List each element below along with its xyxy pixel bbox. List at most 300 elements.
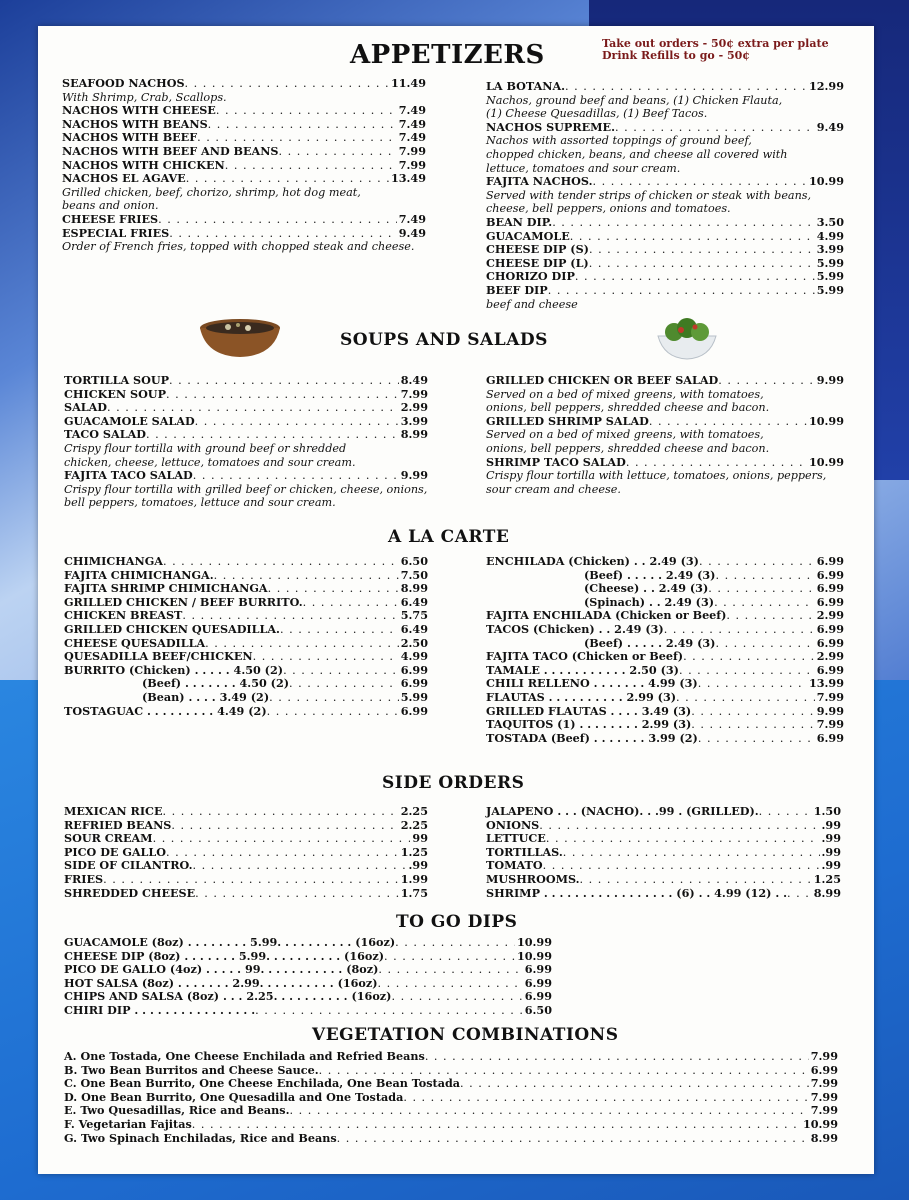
menu-item-row	[486, 805, 841, 819]
dot-leader	[384, 950, 515, 964]
takeout-note	[602, 38, 829, 62]
menu-item-row	[64, 936, 552, 950]
menu-item-price: 7.99	[810, 1076, 838, 1091]
menu-item-row	[486, 650, 844, 664]
menu-item-row	[64, 388, 428, 402]
menu-item-price: 7.99	[398, 143, 426, 158]
menu-item-description: With Shrimp, Crab, Scallops.	[62, 90, 227, 104]
menu-item-price: 9.49	[816, 119, 844, 134]
menu-item-price: 8.99	[400, 427, 428, 442]
menu-item-name: TAMALE . . . . . . . . . . . 2.50 (3)	[486, 662, 679, 677]
menu-item-price: 7.99	[810, 1103, 838, 1118]
appetizers-left	[62, 77, 426, 254]
menu-item-price: 6.49	[400, 621, 428, 636]
menu-item-row	[64, 415, 428, 429]
menu-item-name: CHICKEN SOUP	[64, 386, 166, 401]
dot-leader	[395, 936, 515, 950]
menu-item-price: 2.99	[400, 400, 428, 415]
takeout-note-line-1: Take out orders - 50¢ extra per plate	[602, 37, 829, 50]
dot-leader	[543, 859, 820, 873]
to-go-dips-title: TO GO DIPS	[396, 912, 518, 932]
menu-item-name: HOT SALSA (8oz) . . . . . . . 2.99. . . . . . . . . . (16oz)	[64, 975, 378, 990]
menu-item-row	[64, 832, 428, 846]
menu-item-name: GRILLED CHICKEN OR BEEF SALAD	[486, 373, 719, 387]
menu-item-row	[62, 159, 426, 173]
dot-leader	[153, 832, 411, 846]
menu-item-row	[62, 213, 426, 227]
dot-leader	[267, 705, 399, 719]
menu-item-description: Served on a bed of mixed greens, with tomatoes,	[486, 428, 764, 442]
menu-item-name: BEEF DIP	[486, 282, 548, 297]
dot-leader	[163, 805, 399, 819]
dot-leader	[563, 846, 820, 860]
menu-item-price: 8.99	[813, 885, 841, 900]
menu-item-name: CHIRI DIP . . . . . . . . . . . . . . . .	[64, 1002, 256, 1017]
dot-leader	[683, 650, 815, 664]
dot-leader	[208, 118, 397, 132]
menu-item-name: GRILLED CHICKEN QUESADILLA.	[64, 621, 280, 636]
menu-item-row	[486, 705, 844, 719]
menu-item-price: .99	[821, 844, 841, 859]
menu-item-description: Served with tender strips of chicken or steak with beans,	[486, 188, 812, 202]
menu-item-price: 6.99	[816, 662, 844, 677]
dot-leader	[460, 1077, 809, 1091]
dot-leader	[225, 159, 397, 173]
menu-item-row	[486, 582, 844, 596]
menu-item-price: 5.75	[400, 608, 428, 623]
side-orders-title: SIDE ORDERS	[382, 773, 525, 793]
menu-item-price: 8.99	[810, 1130, 838, 1145]
menu-item-row	[64, 1050, 838, 1064]
menu-item-name: (Cheese) . . 2.49 (3)	[584, 581, 709, 596]
menu-item-row	[486, 732, 844, 746]
dot-leader	[195, 415, 399, 429]
dot-leader	[182, 609, 398, 623]
dot-leader	[403, 1091, 808, 1105]
menu-item-row	[64, 705, 428, 719]
menu-item-name: FLAUTAS . . . . . . . . . . 2.99 (3)	[486, 689, 677, 704]
menu-item-name: GUACAMOLE SALAD	[64, 413, 195, 428]
menu-item-price: 1.99	[400, 871, 428, 886]
menu-item-description: chicken, cheese, lettuce, tomatoes and sour cream.	[64, 455, 356, 469]
menu-item-description: onions, bell peppers, shredded cheese and bacon.	[486, 401, 770, 415]
menu-item-name: SHREDDED CHEESE	[64, 885, 196, 900]
menu-item-row	[486, 569, 844, 583]
dot-leader	[691, 705, 815, 719]
appetizers-title: APPETIZERS	[350, 40, 545, 70]
menu-item-description: Crispy flour tortilla with grilled beef or chicken, cheese, onions,	[64, 482, 428, 496]
menu-item-row	[64, 374, 428, 388]
menu-item-name: (Beef) . . . . . 2.49 (3)	[584, 567, 716, 582]
menu-item-row	[64, 664, 428, 678]
menu-item-row	[64, 1064, 838, 1078]
menu-item-row	[62, 172, 426, 186]
dot-leader	[195, 887, 399, 901]
dot-leader	[570, 230, 815, 244]
menu-item-name: E. Two Quesadillas, Rice and Beans.	[64, 1103, 290, 1118]
menu-item-price: .99	[821, 817, 841, 832]
menu-item-description: Served on a bed of mixed greens, with tomatoes,	[486, 387, 764, 401]
menu-item-price: 7.49	[398, 116, 426, 131]
menu-item-name: FAJITA TACO SALAD	[64, 468, 193, 483]
menu-item-price: 9.49	[398, 225, 426, 240]
menu-item-row	[64, 846, 428, 860]
menu-item-name: NACHOS WITH BEEF	[62, 130, 198, 145]
menu-item-row	[486, 609, 844, 623]
menu-item-price: .99	[408, 858, 428, 873]
menu-item-description: Nachos, ground beef and beans, (1) Chicken Flauta,	[486, 93, 783, 107]
menu-item-name: ENCHILADA (Chicken) . . 2.49 (3)	[486, 554, 699, 568]
soups-salads-title: SOUPS AND SALADS	[340, 330, 548, 350]
menu-item-price: 10.99	[516, 948, 552, 963]
menu-item-row	[486, 691, 844, 705]
menu-item-price: 5.99	[816, 282, 844, 297]
dot-leader	[546, 832, 820, 846]
menu-item-name: FAJITA TACO (Chicken or Beef)	[486, 649, 684, 664]
menu-item-description: (1) Cheese Quesadillas, (1) Beef Tacos.	[486, 107, 708, 121]
dot-leader	[280, 623, 399, 637]
dot-leader	[193, 859, 407, 873]
dot-leader	[378, 963, 522, 977]
soups-left	[64, 374, 428, 510]
takeout-note-line-2: Drink Refills to go - 50¢	[602, 49, 750, 62]
menu-item-name: BEAN DIP.	[486, 214, 553, 229]
menu-item-name: (Beef) . . . . . 2.49 (3)	[584, 635, 716, 650]
dot-leader	[283, 664, 399, 678]
menu-item-description: beef and cheese	[486, 297, 578, 311]
dot-leader	[269, 691, 399, 705]
menu-item-name: PICO DE GALLO (4oz) . . . . . 99. . . . . . . . . . . (8oz)	[64, 962, 379, 977]
menu-item-description: Crispy flour tortilla with lettuce, tomatoes, onions, peppers,	[486, 469, 827, 483]
menu-item-name: CHILI RELLENO . . . . . . . 4.99 (3)	[486, 676, 698, 691]
menu-item-name: PICO DE GALLO	[64, 844, 167, 859]
menu-item-description: Grilled chicken, beef, chorizo, shrimp, hot dog meat,	[62, 185, 361, 199]
menu-item-row	[64, 990, 552, 1004]
menu-item-row	[64, 819, 428, 833]
menu-item-name: GUACAMOLE (8oz) . . . . . . . . 5.99. . . . . . . . . . (16oz)	[64, 935, 396, 949]
menu-item-price: 2.99	[816, 649, 844, 664]
menu-item-price: 10.99	[808, 454, 844, 469]
dot-leader	[539, 819, 819, 833]
menu-item-price: 6.99	[524, 989, 552, 1004]
menu-item-row	[486, 284, 844, 298]
menu-item-row	[64, 691, 428, 705]
carte-right	[486, 555, 844, 745]
menu-item-name: D. One Bean Burrito, One Quesadilla and One Tostada	[64, 1089, 404, 1104]
menu-item-description: Crispy flour tortilla with ground beef or shredded	[64, 441, 347, 455]
menu-item-price: 7.99	[398, 157, 426, 172]
menu-item-row	[64, 1004, 552, 1018]
menu-item-name: CHIMICHANGA	[64, 554, 163, 568]
menu-item-name: FAJITA ENCHILADA (Chicken or Beef)	[486, 608, 727, 623]
menu-item-price: 6.99	[816, 567, 844, 582]
menu-item-name: TOSTADA (Beef) . . . . . . . 3.99 (2)	[486, 730, 698, 745]
menu-item-row	[62, 77, 426, 91]
menu-item-row	[486, 677, 844, 691]
dot-leader	[169, 374, 399, 388]
menu-item-name: REFRIED BEANS	[64, 817, 172, 832]
dot-leader	[289, 1104, 808, 1118]
menu-item-price: 11.49	[390, 76, 426, 90]
menu-item-row	[486, 456, 844, 470]
menu-item-price: 6.99	[816, 621, 844, 636]
menu-item-name: CHIPS AND SALSA (8oz) . . . 2.25. . . . . . . . . . (16oz)	[64, 989, 392, 1004]
menu-item-price: 6.99	[816, 594, 844, 609]
dot-leader	[192, 1118, 801, 1132]
dot-leader	[679, 664, 815, 678]
menu-item-name: C. One Bean Burrito, One Cheese Enchilada, One Bean Tostada	[64, 1076, 461, 1091]
menu-item-price: 8.49	[400, 373, 428, 387]
appetizers-right	[486, 80, 844, 311]
dot-leader	[718, 374, 815, 388]
menu-item-price: 1.25	[813, 871, 841, 886]
menu-item-price: 7.99	[400, 386, 428, 401]
menu-item-row	[486, 718, 844, 732]
menu-item-name: CHEESE DIP (8oz) . . . . . . . 5.99. . . . . . . . . . (16oz)	[64, 948, 384, 963]
menu-item-name: BURRITO (Chicken) . . . . . 4.50 (2)	[64, 662, 284, 677]
menu-item-row	[64, 555, 428, 569]
menu-item-name: TACO SALAD	[64, 427, 146, 442]
menu-item-price: 6.99	[816, 635, 844, 650]
menu-item-name: TORTILLAS.	[486, 844, 563, 859]
menu-item-price: 13.49	[390, 171, 426, 186]
menu-item-name: MEXICAN RICE	[64, 804, 163, 818]
menu-item-name: CHEESE DIP (L)	[486, 255, 589, 270]
menu-item-name: FRIES	[64, 871, 104, 886]
menu-item-price: 2.25	[400, 817, 428, 832]
menu-item-price: 6.99	[816, 730, 844, 745]
dot-leader	[592, 175, 806, 189]
menu-item-row	[64, 609, 428, 623]
menu-item-row	[486, 555, 844, 569]
dot-leader	[193, 469, 399, 483]
dot-leader	[552, 216, 815, 230]
dot-leader	[649, 415, 807, 429]
dot-leader	[107, 401, 399, 415]
menu-item-price: 9.99	[816, 373, 844, 387]
menu-item-name: ONIONS	[486, 817, 540, 832]
menu-item-name: NACHOS WITH CHICKEN	[62, 157, 225, 172]
menu-item-name: GRILLED FLAUTAS . . . . 3.49 (3)	[486, 703, 692, 718]
dot-leader	[715, 637, 814, 651]
dot-leader	[171, 819, 398, 833]
menu-item-row	[64, 428, 428, 442]
dot-leader	[698, 677, 807, 691]
menu-item-name: G. Two Spinach Enchiladas, Rice and Beans	[64, 1130, 337, 1145]
dot-leader	[580, 873, 812, 887]
salad-bowl-image	[654, 318, 720, 360]
menu-item-row	[486, 832, 841, 846]
dot-leader	[787, 887, 812, 901]
menu-item-price: 7.99	[816, 717, 844, 732]
dot-leader	[103, 873, 399, 887]
a-la-carte-title: A LA CARTE	[388, 527, 510, 547]
dot-leader	[166, 846, 399, 860]
menu-item-price: 7.49	[398, 211, 426, 226]
menu-item-row	[486, 175, 844, 189]
menu-item-price: 8.99	[400, 581, 428, 596]
menu-item-row	[486, 637, 844, 651]
dot-leader	[216, 104, 397, 118]
dot-leader	[548, 284, 815, 298]
dot-leader	[676, 691, 815, 705]
dot-leader	[759, 805, 812, 819]
menu-item-row	[62, 131, 426, 145]
menu-item-row	[64, 977, 552, 991]
dot-leader	[279, 145, 397, 159]
menu-item-row	[64, 873, 428, 887]
menu-item-price: 10.99	[516, 935, 552, 949]
dot-leader	[699, 555, 815, 569]
menu-item-price: .99	[821, 831, 841, 846]
menu-item-name: QUESADILLA BEEF/CHICKEN	[64, 649, 253, 664]
menu-item-price: 6.99	[816, 581, 844, 596]
menu-item-row	[64, 469, 428, 483]
dot-leader	[714, 596, 815, 610]
menu-item-price: 1.75	[400, 885, 428, 900]
menu-item-price: 6.99	[524, 975, 552, 990]
dot-leader	[589, 243, 815, 257]
menu-item-row	[486, 415, 844, 429]
menu-item-row	[62, 145, 426, 159]
dot-leader	[214, 569, 399, 583]
menu-item-price: 6.49	[400, 594, 428, 609]
dot-leader	[691, 718, 814, 732]
menu-item-price: 7.49	[398, 103, 426, 118]
menu-item-row	[64, 887, 428, 901]
side-right	[486, 805, 841, 900]
menu-item-price: 13.99	[808, 676, 844, 691]
menu-item-price: 3.99	[816, 242, 844, 257]
menu-item-price: 6.99	[400, 662, 428, 677]
menu-item-price: 6.99	[524, 962, 552, 977]
menu-item-row	[486, 873, 841, 887]
menu-item-row	[486, 121, 844, 135]
menu-item-name: A. One Tostada, One Cheese Enchilada and Refried Beans	[64, 1049, 425, 1063]
menu-item-row	[486, 80, 844, 94]
menu-item-price: 3.99	[400, 413, 428, 428]
dot-leader	[715, 569, 814, 583]
dot-leader	[146, 428, 399, 442]
menu-item-description: beans and onion.	[62, 199, 159, 213]
menu-item-name: (Beef) . . . . . . . 4.50 (2)	[142, 676, 290, 691]
menu-item-name: (Bean) . . . . 3.49 (2)	[142, 689, 270, 704]
dot-leader	[253, 650, 399, 664]
menu-item-row	[64, 963, 552, 977]
menu-item-price: 6.99	[810, 1062, 838, 1077]
menu-item-price: 4.99	[816, 228, 844, 243]
dot-leader	[589, 257, 815, 271]
menu-item-row	[64, 805, 428, 819]
menu-item-name: ESPECIAL FRIES	[62, 225, 170, 240]
menu-item-price: 7.99	[810, 1049, 838, 1063]
menu-item-name: GRILLED SHRIMP SALAD	[486, 413, 649, 428]
menu-item-price: 4.99	[400, 649, 428, 664]
dot-leader	[185, 77, 389, 91]
vegetation-list	[64, 1050, 838, 1145]
menu-item-name: GRILLED CHICKEN / BEEF BURRITO.	[64, 594, 303, 609]
dot-leader	[166, 388, 399, 402]
menu-item-price: .99	[821, 858, 841, 873]
menu-item-name: B. Two Bean Burritos and Cheese Sauce.	[64, 1062, 319, 1077]
menu-item-row	[64, 1104, 838, 1118]
menu-item-name: LETTUCE	[486, 831, 546, 846]
menu-item-price: 6.50	[400, 554, 428, 568]
dot-leader	[268, 582, 399, 596]
menu-item-row	[64, 637, 428, 651]
menu-item-price: 5.99	[400, 689, 428, 704]
dot-leader	[378, 977, 523, 991]
menu-item-row	[486, 664, 844, 678]
menu-item-name: CHORIZO DIP	[486, 269, 575, 284]
menu-item-row	[64, 1091, 838, 1105]
side-left	[64, 805, 428, 900]
menu-item-row	[486, 623, 844, 637]
menu-item-row	[486, 859, 841, 873]
menu-item-description: bell peppers, tomatoes, lettuce and sour cream.	[64, 496, 336, 510]
menu-item-name: TAQUITOS (1) . . . . . . . . 2.99 (3)	[486, 717, 692, 732]
to-go-dips-list	[64, 936, 552, 1018]
menu-item-row	[64, 596, 428, 610]
menu-item-price: 10.99	[808, 174, 844, 189]
menu-item-name: F. Vegetarian Fajitas	[64, 1116, 192, 1131]
dot-leader	[575, 270, 815, 284]
dot-leader	[698, 732, 815, 746]
menu-item-name: NACHOS EL AGAVE	[62, 171, 186, 186]
menu-item-name: FAJITA NACHOS.	[486, 174, 593, 189]
menu-item-price: 3.50	[816, 214, 844, 229]
dot-leader	[425, 1050, 809, 1064]
menu-item-price: 12.99	[808, 79, 844, 93]
dot-leader	[289, 677, 399, 691]
menu-item-name: FAJITA SHRIMP CHIMICHANGA	[64, 581, 268, 596]
menu-item-name: CHICKEN BREAST	[64, 608, 183, 623]
menu-item-name: JALAPENO . . . (NACHO). . .99 . (GRILLED).	[486, 804, 759, 818]
menu-item-row	[64, 859, 428, 873]
dot-leader	[726, 609, 814, 623]
menu-item-description: cheese, bell peppers, onions and tomatoes.	[486, 202, 731, 216]
menu-item-row	[486, 243, 844, 257]
dot-leader	[319, 1064, 809, 1078]
menu-item-row	[62, 227, 426, 241]
menu-item-price: 7.50	[400, 567, 428, 582]
menu-item-row	[62, 104, 426, 118]
dot-leader	[205, 637, 399, 651]
menu-item-description: lettuce, tomatoes and sour cream.	[486, 161, 681, 175]
menu-item-description: Order of French fries, topped with chopped steak and cheese.	[62, 240, 415, 254]
menu-item-name: SIDE OF CILANTRO.	[64, 858, 193, 873]
menu-item-row	[64, 650, 428, 664]
menu-item-price: 9.99	[816, 703, 844, 718]
menu-item-row	[62, 118, 426, 132]
menu-item-row	[486, 596, 844, 610]
menu-item-price: 7.49	[398, 130, 426, 145]
dot-leader	[626, 456, 807, 470]
menu-item-row	[486, 230, 844, 244]
dot-leader	[255, 1004, 523, 1018]
menu-item-name: MUSHROOMS.	[486, 871, 580, 886]
menu-item-row	[486, 216, 844, 230]
menu-item-price: 7.99	[810, 1089, 838, 1104]
menu-item-name: NACHOS WITH BEEF AND BEANS	[62, 143, 279, 158]
menu-item-name: (Spinach) . . 2.49 (3)	[584, 594, 715, 609]
menu-item-row	[64, 950, 552, 964]
menu-item-row	[64, 623, 428, 637]
menu-item-row	[64, 569, 428, 583]
menu-item-name: SHRIMP TACO SALAD	[486, 454, 626, 469]
menu-item-name: TOMATO	[486, 858, 543, 873]
menu-item-name: LA BOTANA.	[486, 79, 566, 93]
